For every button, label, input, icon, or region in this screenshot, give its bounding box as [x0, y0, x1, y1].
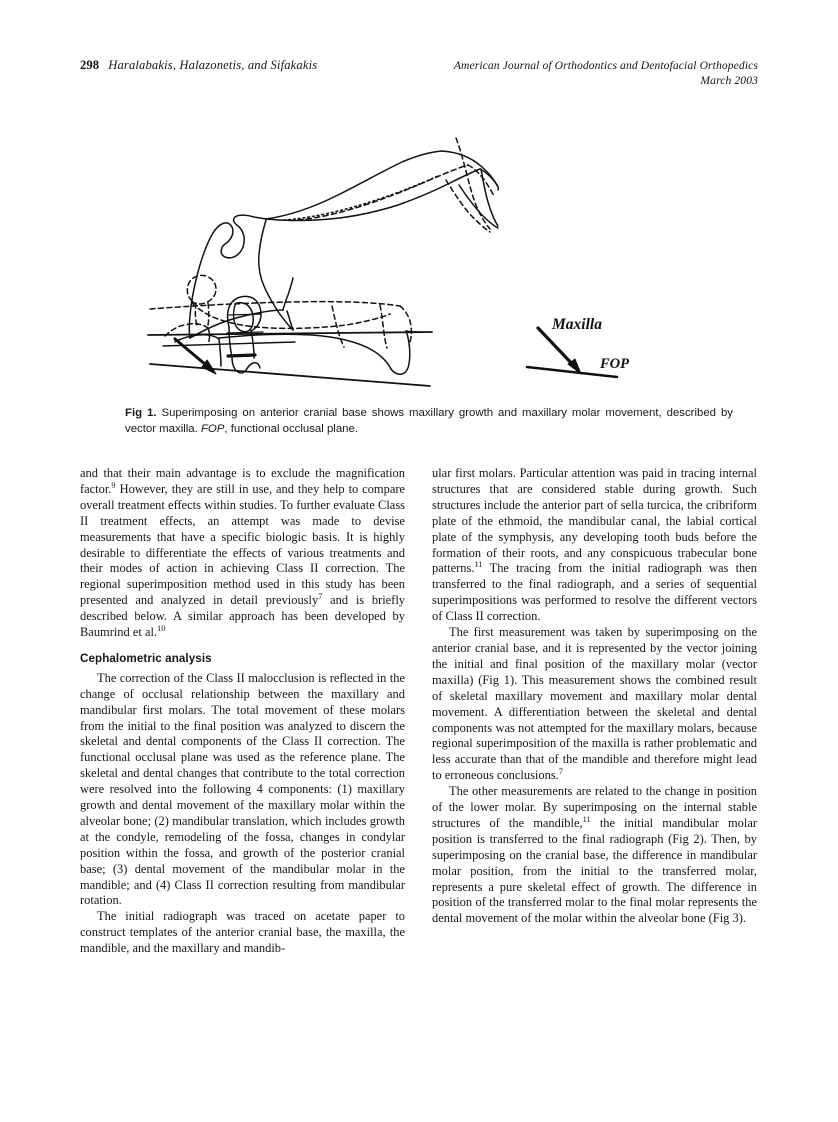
- section-heading-cephalometric-analysis: Cephalometric analysis: [80, 651, 212, 665]
- final-molar-cusps: [232, 357, 260, 373]
- frontal-bone-anterior-outline: [189, 233, 213, 338]
- maxilla-final-tuberosity: [391, 331, 410, 374]
- figure-caption-text-1: Superimposing on anterior cranial base shows maxillary growth and maxillary molar movement, described by vector maxilla.: [125, 407, 733, 435]
- figure-caption-text-2: , functional occlusal plane.: [224, 422, 358, 435]
- para-text-h: the initial mandibular molar position is transferred to the final radiograph (Fig 2). Then, by superimposing on the cranial base, the difference in mandibular molar position, from the initial to the transferred molar, represents a pure skeletal effect of growth. The difference in position of the transferred molar to the final molar represents the dental movement of the molar within the alveolar bone (Fig 3).: [432, 815, 757, 926]
- reference-marker-11b: 11: [582, 813, 591, 824]
- maxilla-final-posterior-top: [406, 331, 419, 332]
- dashed-transferred-molar-crown: [187, 275, 216, 304]
- figure-label-maxilla: Maxilla: [552, 316, 602, 333]
- cephalometric-tracing-graphic: [80, 120, 758, 395]
- dashed-transferred-molar-root-2: [208, 303, 209, 325]
- journal-issue-line: March 2003: [700, 74, 758, 88]
- figure-1-canvas: [80, 120, 758, 395]
- figure-caption-abbrev: FOP: [200, 422, 225, 435]
- paragraph-cephalometric-components: The correction of the Class II malocclusion is reflected in the change of occlusal relationship between the maxillary and mandibular first molars. The total movement of these molars from the initial to the final position was analyzed to discern the skeletal and dental components of the Class II correction. The functional occlusal plane was used as the reference plane. The skeletal and dental changes that contribute to the total correction were resolved into the following 4 components: (1) maxillary growth and dental movement of the maxillary molar within the alveolar bone; (2) mandibular translation, which includes growth at the condyle, remodeling of the fossa, changes in condylar position within the fossa, and growth of the posterior cranial base; (3) dental movement of the mandibular molar in the mandible; and (4) Class II correction resulting from mandibular rotation.: [80, 670, 405, 908]
- figure-label-fop: FOP: [600, 356, 629, 372]
- figure-1-caption: [125, 406, 733, 438]
- dashed-maxilla-final-contour: [446, 180, 490, 232]
- maxilla-final-palatal-contour: [219, 334, 391, 369]
- maxilla-final-alveolar-border: [219, 339, 221, 366]
- running-head-left: [80, 58, 317, 73]
- dashed-vertical-final-1: [456, 138, 490, 229]
- paragraph-continuation-right: [432, 466, 757, 625]
- para-text-g: The other measurements are related to the change in position of the lower molar. By superimposing on the internal stable structures of the mandible,: [432, 784, 757, 830]
- upper-final-tracing-dashed: [298, 138, 494, 232]
- running-head-authors: Haralabakis, Halazonetis, and Sifakakis: [108, 58, 318, 72]
- paragraph-continuation: [80, 466, 405, 641]
- para-text-d: ular first molars. Particular attention was paid in tracing internal structures that are considered stable during growth. Such structures include the anterior part of sella turcica, the cribriform plate of the ethmoid, the mandibular canal, the labial cortical plate of the symphysis, any developing tooth buds before the formation of their roots, and any conspicuous trabecular bone patterns.: [432, 466, 757, 576]
- reference-marker-10: 10: [157, 622, 166, 633]
- molar-alveolar-crest-line: [227, 332, 263, 333]
- page-number: 298: [80, 58, 100, 72]
- reference-marker-9: 9: [111, 479, 116, 490]
- reference-marker-7b: 7: [558, 766, 564, 777]
- running-head: [80, 58, 758, 89]
- figure-caption-label: Fig 1.: [125, 407, 157, 419]
- upper-frontal-contour: [442, 151, 498, 187]
- right-column: [432, 466, 757, 1066]
- maxilla-final-anterior-outline: [175, 335, 219, 342]
- final-molar-mesial-root: [229, 327, 232, 357]
- running-head-journal: [454, 58, 758, 89]
- para-text-e: The tracing from the initial radiograph was then transferred to the final radiograph, and a series of sequential superimpositions was performed to resolve the different vectors of Class II correction.: [432, 561, 757, 624]
- dashed-tuberosity: [400, 306, 411, 345]
- paragraph-other-measurements: [432, 784, 757, 927]
- para-text-c: and is briefly described below. A similar approach has been developed by Baumrind et al.: [80, 593, 405, 640]
- paragraph-initial-radiograph: The initial radiograph was traced on acetate paper to construct templates of the anterior cranial base, the maxilla, the mandible, and the maxillary and mandib-: [80, 909, 405, 956]
- zygomatic-process-outline: [283, 278, 293, 310]
- dashed-anterior-alveolus: [208, 328, 210, 344]
- para-text-a: and that their main advantage is to exclude the magnification factor.: [80, 466, 405, 496]
- paragraph-first-measurement: [432, 625, 757, 784]
- para-text-b: However, they are still in use, and they help to compare overall treatment effects within studies. To further evaluate Class II treatment effects, an attempt was made to devise measurements that have a specific biologic basis. It is highly desirable to differentiate the effects of various treatments and their modes of action in achieving Class II correction. The regional superimposition method used in this study has been presented and analyzed in detail previously: [80, 481, 405, 608]
- figure-1: [80, 120, 758, 395]
- dashed-cranial-base-final: [298, 165, 468, 220]
- left-column: [80, 466, 405, 1066]
- functional-occlusal-plane-line: [150, 364, 430, 386]
- reference-marker-11a: 11: [474, 559, 483, 570]
- para-text-f: The first measurement was taken by superimposing on the anterior cranial base, and it is represented by the vector joining the initial and final position of the maxillary molar (vector maxilla) (Fig 1). This measurement shows the combined result of skeletal maxillary movement and maxillary molar dental movement. A differentiation between the skeletal and dental components was not attempted for the maxillary molars, because regional superimposition of the maxilla is rather problematic and less accurate than that of the mandible and therefore might lead to erroneous conclusions.: [432, 625, 757, 783]
- reference-marker-7: 7: [318, 591, 323, 602]
- body-columns: [80, 466, 758, 1066]
- dashed-posterior-maxilla-2: [380, 305, 387, 348]
- journal-title-line: American Journal of Orthodontics and Dentofacial Orthopedics: [453, 59, 758, 72]
- final-molar-occlusal-surface: [228, 355, 255, 356]
- sella-turcica-outline: [213, 215, 266, 258]
